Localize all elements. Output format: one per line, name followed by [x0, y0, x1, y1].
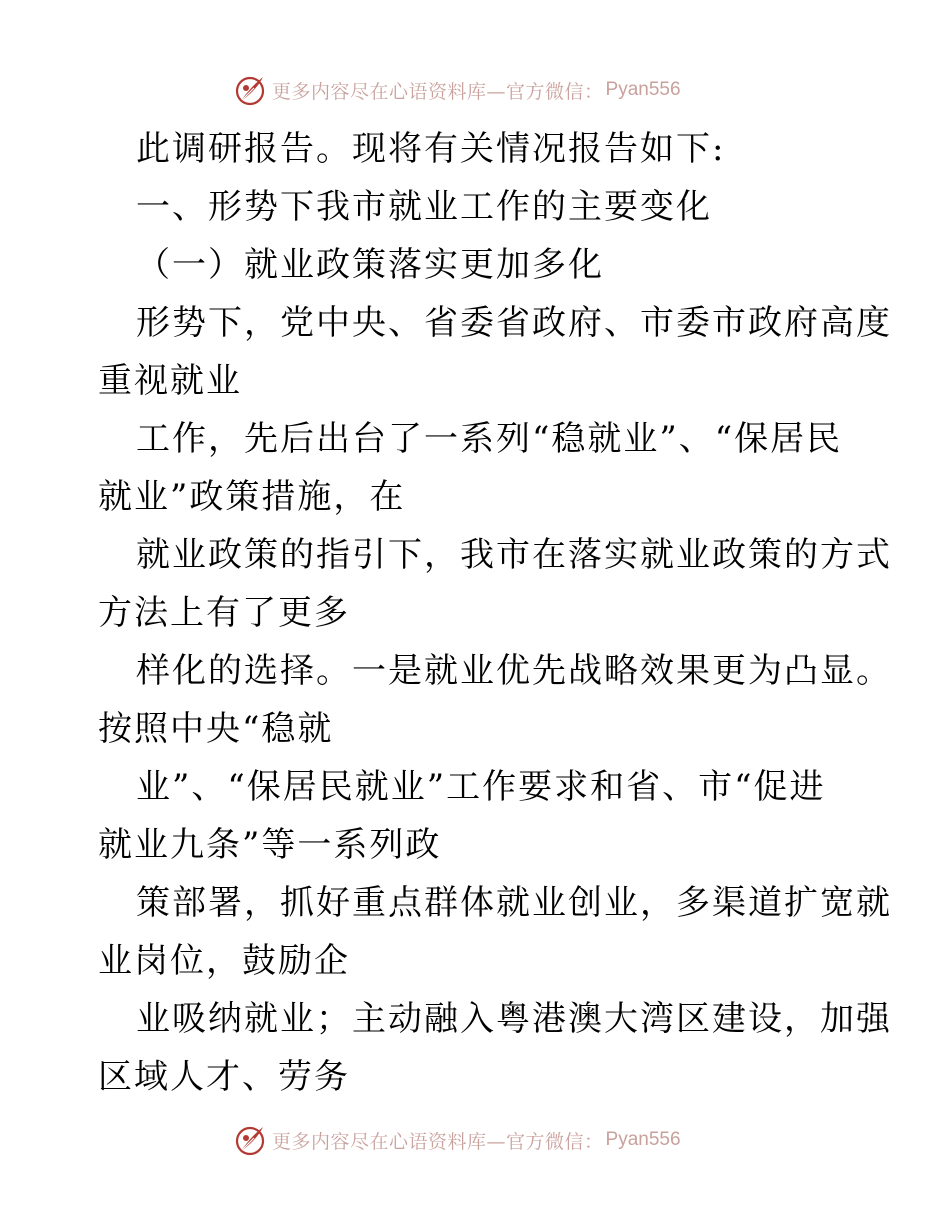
text-line: 策部署，抓好重点群体就业创业，多渠道扩宽就 — [136, 883, 892, 923]
text-line: 方法上有了更多 — [98, 593, 350, 633]
text-line: 重视就业 — [98, 361, 242, 401]
text-line: 区域人才、劳务 — [98, 1057, 350, 1097]
watermark-text: 更多内容尽在心语资料库—官方微信： — [272, 80, 604, 103]
watermark-wechat-id: Pyan556 — [605, 1129, 681, 1150]
text-line: 业岗位，鼓励企 — [98, 941, 350, 981]
text-line: 此调研报告。现将有关情况报告如下: — [136, 129, 726, 169]
header-watermark-banner — [232, 70, 712, 110]
text-line: 就业政策的指引下，我市在落实就业政策的方式 — [136, 535, 892, 575]
body-text — [98, 120, 892, 1106]
text-line: 工作，先后出台了一系列“稳就业”、“保居民 — [136, 419, 843, 459]
text-line: 业”、“保居民就业”工作要求和省、市“促进 — [136, 767, 826, 807]
text-line: 按照中央“稳就 — [98, 709, 334, 749]
text-line: 就业九条”等一系列政 — [98, 825, 442, 865]
watermark-wechat-id: Pyan556 — [605, 79, 681, 100]
text-line: 形势下，党中央、省委省政府、市委市政府高度 — [136, 303, 892, 343]
watermark-text: 更多内容尽在心语资料库—官方微信： — [272, 1130, 604, 1153]
section-heading: 一、形势下我市就业工作的主要变化 — [136, 187, 712, 227]
feather-pen-logo-icon — [232, 1122, 268, 1158]
feather-pen-logo-icon — [232, 72, 268, 108]
text-line: 业吸纳就业；主动融入粤港澳大湾区建设，加强 — [136, 999, 892, 1039]
text-line: 样化的选择。一是就业优先战略效果更为凸显。 — [136, 651, 892, 691]
text-line: 就业”政策措施，在 — [98, 477, 406, 517]
subsection-heading: （一）就业政策落实更加多化 — [136, 245, 604, 285]
footer-watermark-banner — [232, 1120, 712, 1160]
